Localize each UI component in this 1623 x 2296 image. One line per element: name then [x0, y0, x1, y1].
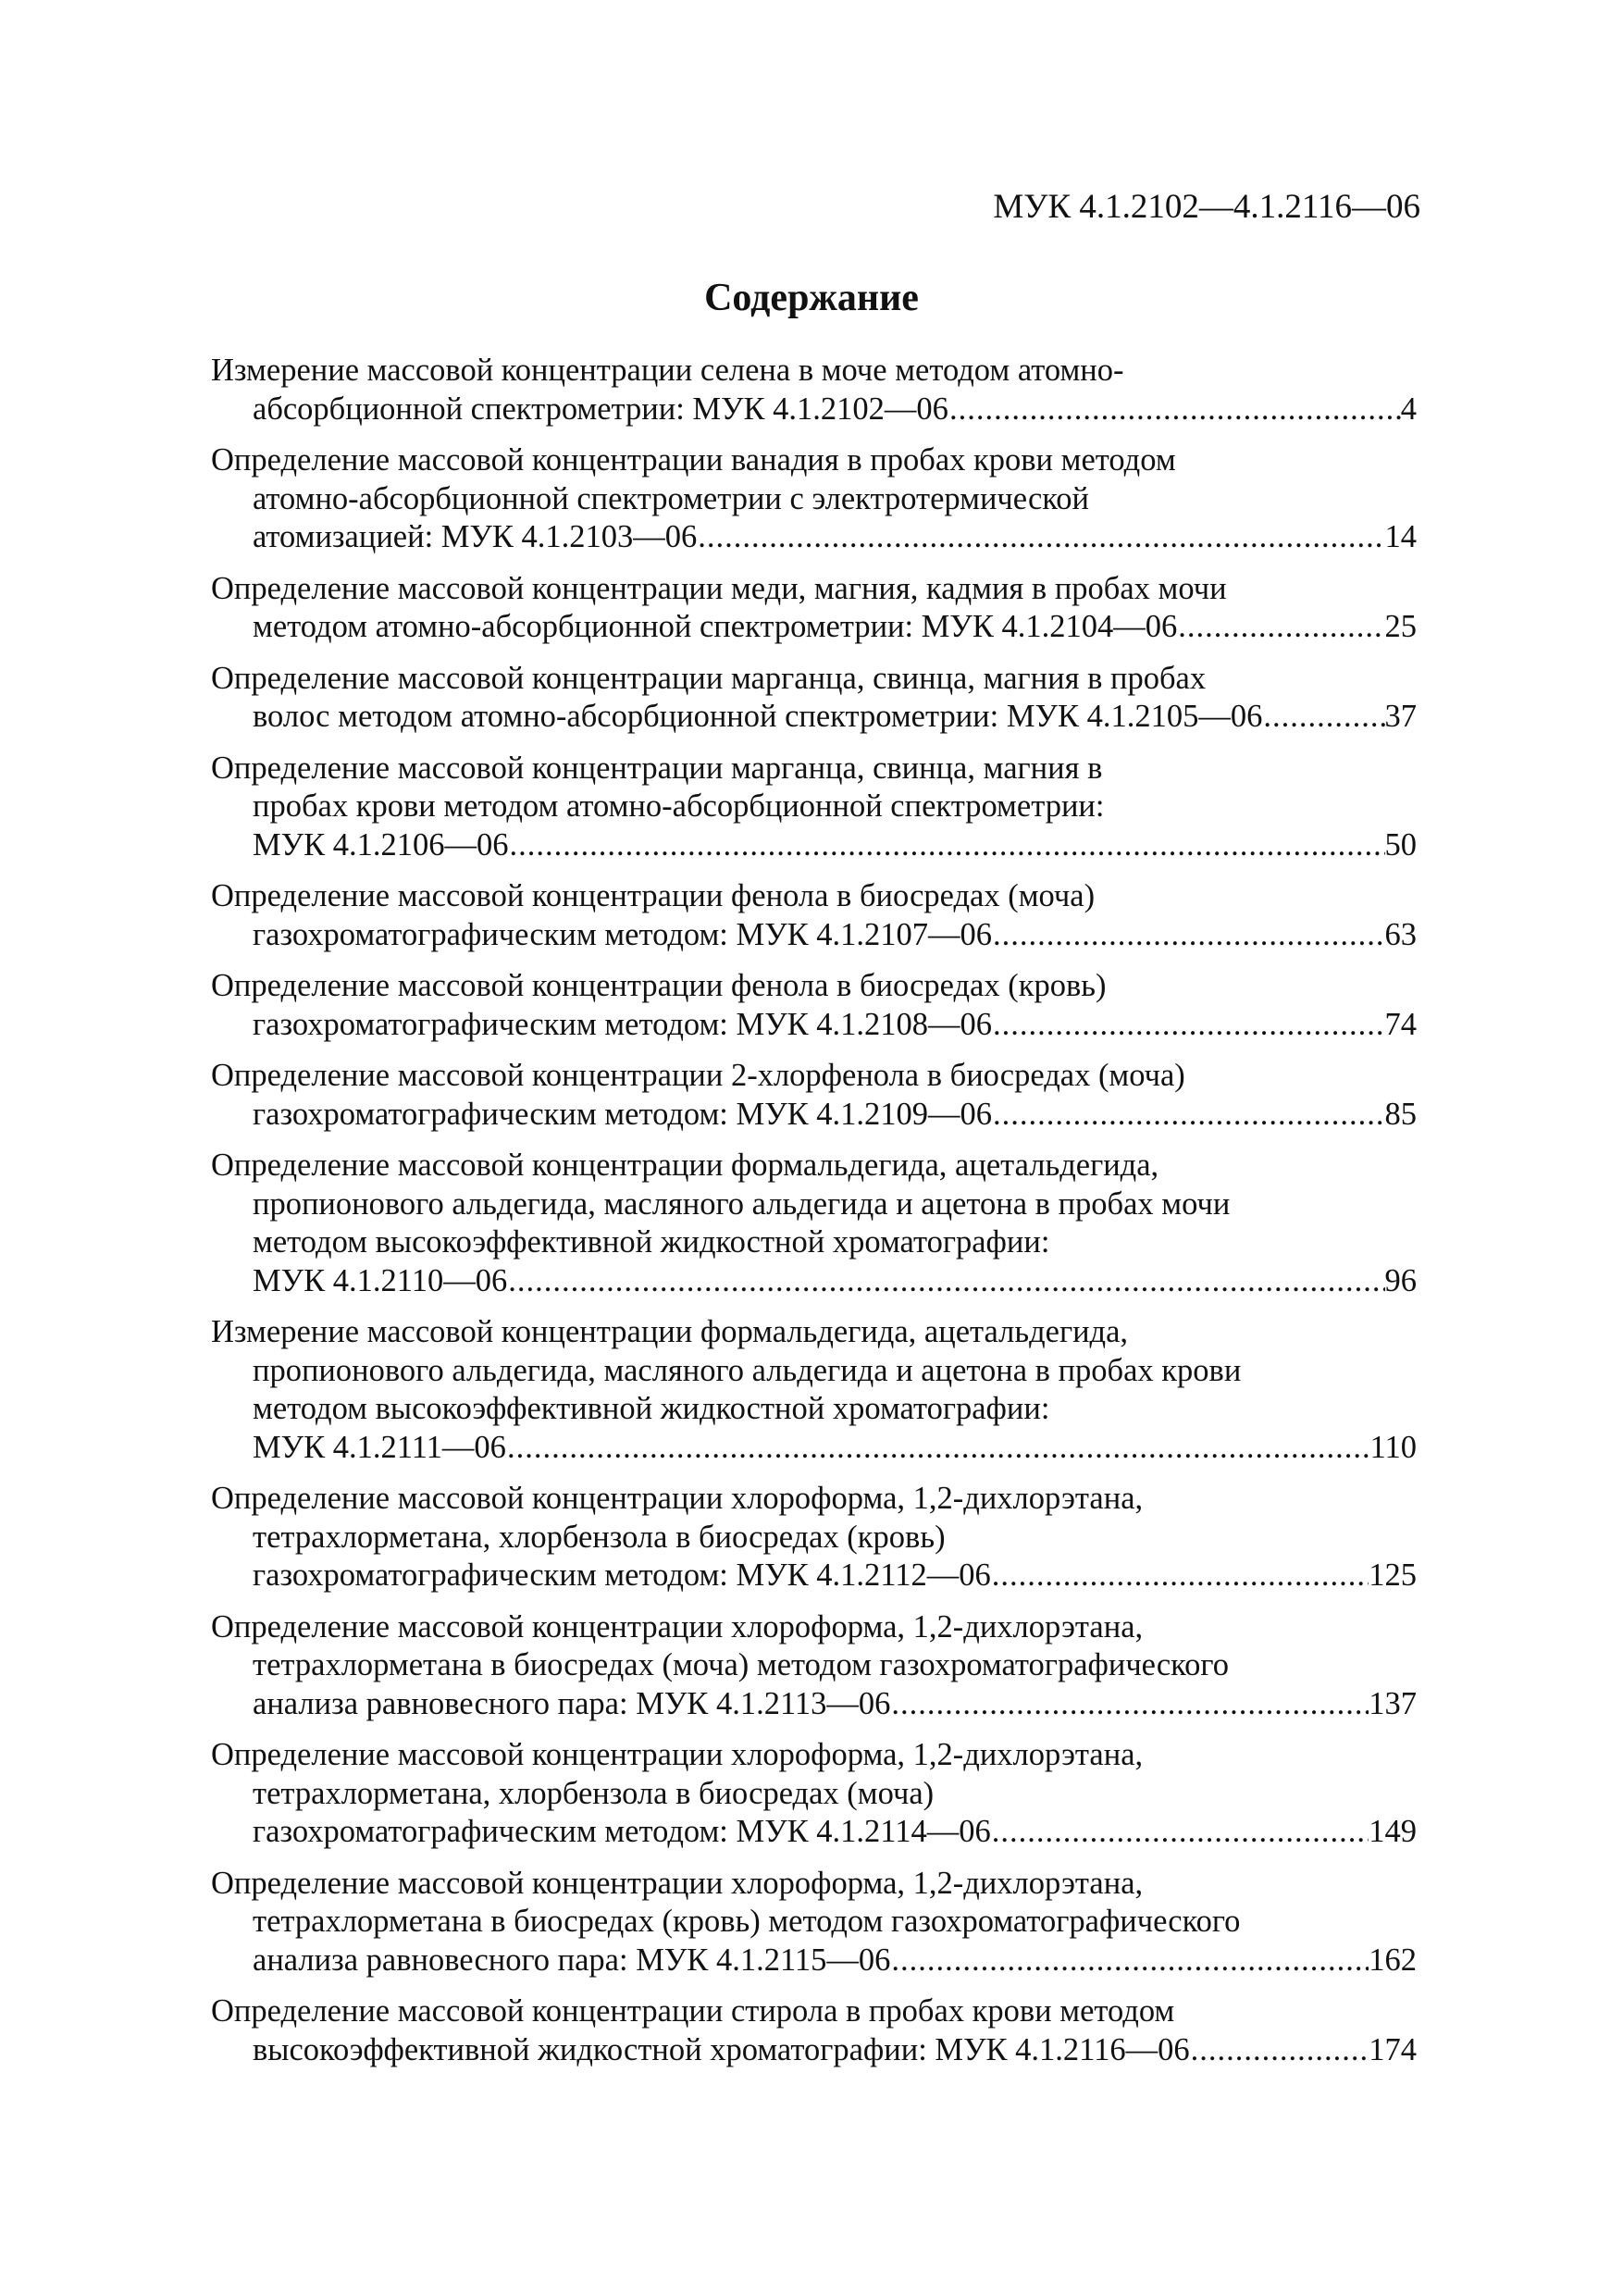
toc-entry-last-line	[253, 518, 1417, 557]
toc-entry-last-line	[253, 1942, 1417, 1980]
toc-entry[interactable]	[211, 441, 1417, 557]
toc-entry[interactable]	[211, 1057, 1417, 1134]
dot-leader	[991, 1813, 1369, 1852]
toc-entry-last-line	[253, 1557, 1417, 1595]
toc-entry-page-number: 174	[1369, 2031, 1417, 2067]
toc-entry-title-line: Определение массовой концентрации 2-хлорфенола в биосредах (моча)	[211, 1058, 1185, 1093]
dot-leader	[507, 1262, 1384, 1301]
toc-entry[interactable]	[211, 1147, 1417, 1300]
dot-leader	[506, 1429, 1370, 1468]
toc-entry-reference: газохроматографическим методом: МУК 4.1.2107—06	[253, 916, 993, 952]
toc-entry-title-line: Определение массовой концентрации формальдегида, ацетальдегида,	[211, 1148, 1159, 1183]
toc-entry[interactable]	[211, 352, 1417, 428]
dot-leader	[992, 916, 1384, 955]
dot-leader	[1177, 608, 1384, 647]
toc-entry-title-line: Измерение массовой концентрации формальдегида, ацетальдегида,	[211, 1314, 1129, 1349]
toc-entry-reference: волос методом атомно-абсорбционной спектрометрии: МУК 4.1.2105—06	[253, 699, 1263, 734]
toc-entry-page-number: 96	[1384, 1262, 1417, 1298]
dot-leader	[992, 1096, 1384, 1135]
toc-entry-reference: МУК 4.1.2111—06	[253, 1429, 506, 1465]
toc-entry[interactable]	[211, 1313, 1417, 1467]
toc-entry-last-line	[253, 1685, 1417, 1724]
toc-entry[interactable]	[211, 660, 1417, 737]
toc-entry-title-line: Определение массовой концентрации хлороформа, 1,2-дихлорэтана,	[211, 1608, 1144, 1644]
toc-entry-last-line	[253, 1096, 1417, 1135]
toc-entry-last-line	[253, 916, 1417, 955]
dot-leader	[948, 391, 1401, 429]
toc-entry[interactable]	[211, 1608, 1417, 1724]
toc-entry-title-line: пробах крови методом атомно-абсорбционной спектрометрии:	[253, 788, 1105, 824]
toc-entry-title-line: пропионового альдегида, масляного альдегида и ацетона в пробах мочи	[253, 1185, 1231, 1222]
toc-entry-reference: газохроматографическим методом: МУК 4.1.2112—06	[253, 1558, 991, 1593]
dot-leader	[1190, 2031, 1369, 2070]
toc-entry-last-line	[253, 608, 1417, 647]
toc-entry-last-line	[253, 391, 1417, 429]
toc-entry-title-line: тетрахлорметана в биосредах (моча) методом газохроматографического	[253, 1647, 1229, 1682]
document-code: МУК 4.1.2102—4.1.2116—06	[993, 188, 1420, 226]
toc-entry-reference: абсорбционной спектрометрии: МУК 4.1.2102—06	[253, 391, 948, 427]
toc-entry-page-number: 162	[1369, 1942, 1417, 1978]
toc-entry-title-line: методом высокоэффективной жидкостной хроматографии:	[253, 1391, 1050, 1426]
toc-title: Содержание	[704, 277, 919, 319]
toc-entry-title-line: тетрахлорметана в биосредах (кровь) методом газохроматографического	[253, 1904, 1241, 1939]
toc-entry-page-number: 4	[1400, 391, 1417, 427]
toc-entry-last-line	[253, 1262, 1417, 1301]
toc-entry-title-line: Определение массовой концентрации хлороформа, 1,2-дихлорэтана,	[211, 1481, 1144, 1516]
toc-entry-reference: газохроматографическим методом: МУК 4.1.2108—06	[253, 1006, 993, 1042]
toc-entry-page-number: 74	[1384, 1006, 1417, 1042]
toc-entry-page-number: 149	[1369, 1814, 1417, 1849]
toc-entry[interactable]	[211, 750, 1417, 865]
toc-entry[interactable]	[211, 1480, 1417, 1595]
toc-entry-page-number: 125	[1369, 1558, 1417, 1593]
toc-entry-last-line	[253, 826, 1417, 865]
toc-entry-reference: методом атомно-абсорбционной спектрометрии: МУК 4.1.2104—06	[253, 609, 1178, 644]
toc-entry-reference: МУК 4.1.2106—06	[253, 826, 509, 863]
toc-entry-title-line: тетрахлорметана, хлорбензола в биосредах (моча)	[253, 1775, 935, 1811]
dot-leader	[890, 1685, 1369, 1724]
toc-entry-page-number: 25	[1384, 609, 1417, 644]
dot-leader	[991, 1557, 1369, 1595]
toc-entry[interactable]	[211, 1865, 1417, 1980]
toc-entry-title-line: Определение массовой концентрации марганца, свинца, магния в пробах	[211, 660, 1207, 696]
toc-entry-last-line	[253, 2031, 1417, 2070]
toc-entry-page-number: 63	[1384, 916, 1417, 952]
dot-leader	[697, 518, 1384, 557]
table-of-contents	[211, 352, 1417, 2082]
toc-entry[interactable]	[211, 967, 1417, 1044]
toc-entry[interactable]	[211, 1992, 1417, 2069]
toc-entry-reference: атомизацией: МУК 4.1.2103—06	[253, 519, 698, 554]
toc-entry-title-line: тетрахлорметана, хлорбензола в биосредах (кровь)	[253, 1519, 946, 1555]
toc-entry-page-number: 50	[1384, 826, 1417, 863]
toc-entry-page-number: 110	[1369, 1429, 1417, 1465]
toc-entry-title-line: Измерение массовой концентрации селена в моче методом атомно-	[211, 353, 1124, 388]
toc-entry-last-line	[253, 1006, 1417, 1045]
toc-entry-title-line: Определение массовой концентрации меди, магния, кадмия в пробах мочи	[211, 570, 1227, 606]
toc-entry[interactable]	[211, 877, 1417, 954]
dot-leader	[509, 826, 1385, 865]
toc-entry-reference: МУК 4.1.2110—06	[253, 1262, 508, 1298]
toc-entry-reference: анализа равновесного пара: МУК 4.1.2115—06	[253, 1942, 891, 1978]
toc-entry-last-line	[253, 1813, 1417, 1852]
dot-leader	[1262, 698, 1384, 737]
toc-entry-reference: высокоэффективной жидкостной хроматографии: МУК 4.1.2116—06	[253, 2031, 1190, 2067]
toc-entry-last-line	[253, 698, 1417, 737]
toc-entry-title-line: Определение массовой концентрации фенола в биосредах (моча)	[211, 878, 1096, 913]
toc-entry-reference: газохроматографическим методом: МУК 4.1.2114—06	[253, 1814, 991, 1849]
toc-entry-title-line: Определение массовой концентрации марганца, свинца, магния в	[211, 750, 1103, 786]
toc-entry[interactable]	[211, 570, 1417, 647]
toc-entry-title-line: пропионового альдегида, масляного альдегида и ацетона в пробах крови	[253, 1352, 1242, 1388]
toc-entry-title-line: Определение массовой концентрации хлороформа, 1,2-дихлорэтана,	[211, 1737, 1144, 1772]
toc-entry-title-line: Определение массовой концентрации ванадия в пробах крови методом	[211, 442, 1176, 478]
dot-leader	[890, 1942, 1369, 1980]
toc-entry-reference: газохроматографическим методом: МУК 4.1.2109—06	[253, 1096, 993, 1132]
toc-entry[interactable]	[211, 1736, 1417, 1852]
toc-entry-title-line: Определение массовой концентрации стирола в пробах крови методом	[211, 1993, 1175, 2029]
toc-entry-title-line: Определение массовой концентрации хлороформа, 1,2-дихлорэтана,	[211, 1865, 1144, 1901]
dot-leader	[992, 1006, 1384, 1045]
toc-entry-page-number: 37	[1384, 699, 1417, 734]
toc-entry-page-number: 137	[1369, 1685, 1417, 1721]
toc-entry-title-line: методом высокоэффективной жидкостной хроматографии:	[253, 1224, 1050, 1260]
toc-entry-page-number: 14	[1384, 519, 1417, 554]
toc-entry-title-line: атомно-абсорбционной спектрометрии с электротермической	[253, 480, 1089, 516]
toc-entry-title-line: Определение массовой концентрации фенола в биосредах (кровь)	[211, 968, 1107, 1003]
toc-entry-last-line	[253, 1429, 1417, 1468]
toc-entry-reference: анализа равновесного пара: МУК 4.1.2113—06	[253, 1685, 891, 1721]
toc-entry-page-number: 85	[1384, 1096, 1417, 1132]
